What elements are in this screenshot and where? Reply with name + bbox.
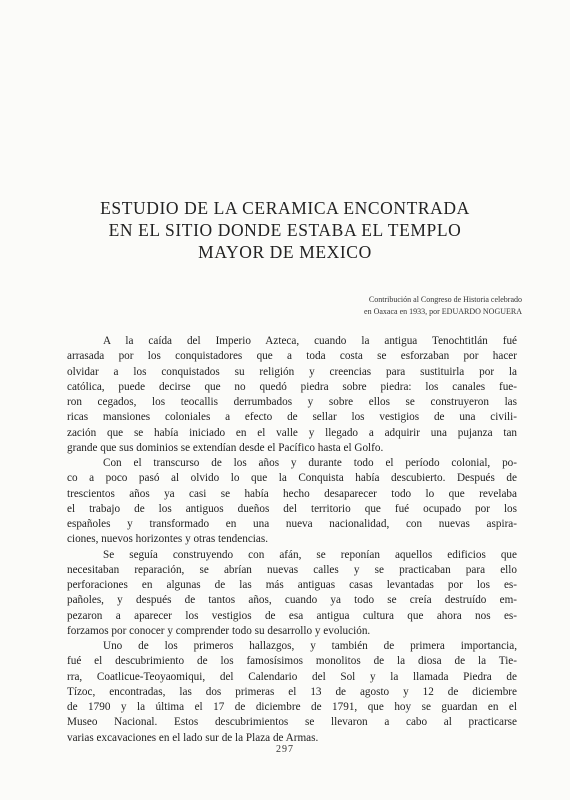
- body-line: arrasada por los conquistadores que a toda costa se esforzaban por hacer: [67, 350, 517, 363]
- body-line: A la caída del Imperio Azteca, cuando la antigua Tenochtitlán fué: [103, 335, 517, 347]
- body-line: trescientos años ya casi se había hecho desaparecer todo lo que revelaba: [67, 487, 517, 500]
- body-line: olvidar a los conquistados su religión y creencias para sustituirla por la: [67, 365, 517, 378]
- body-line: varias excavaciones en el lado sur de la Plaza de Armas.: [67, 731, 319, 744]
- title-line: MAYOR DE MEXICO: [198, 242, 372, 262]
- attribution-line: Contribución al Congreso de Historia celebrado: [368, 295, 522, 304]
- body-line: españoles y transformado en una nueva nacionalidad, con nuevas aspira-: [67, 518, 517, 530]
- body-line: Museo Nacional. Estos descubrimientos se llevaron a cabo al practicarse: [67, 716, 517, 729]
- author-attribution: [262, 294, 522, 318]
- body-line: Se seguía construyendo con afán, se reponían aquellos edificios que: [103, 548, 517, 561]
- title-line: EN EL SITIO DONDE ESTABA EL TEMPLO: [108, 220, 462, 240]
- body-line: pañoles, y después de tantos años, cuando ya todo se creía destruído em-: [67, 594, 517, 607]
- body-line: ciones, nuevos horizontes y otras tendencias.: [67, 533, 269, 546]
- attribution-line: en Oaxaca en 1933, por EDUARDO NOGUERA: [364, 307, 522, 316]
- body-line: Tízoc, encontradas, las dos primeras el 13 de agosto y 12 de diciembre: [67, 685, 517, 698]
- article-title: [60, 197, 510, 263]
- body-line: perforaciones en algunas de las más antiguas casas levantadas por los es-: [67, 579, 517, 591]
- body-line: Con el transcurso de los años y durante todo el período colonial, po-: [103, 457, 517, 469]
- body-line: forzamos por conocer y comprender todo su desarrollo y evolución.: [67, 624, 371, 637]
- body-line: rra, Coatlicue-Teoyaomiqui, del Calendario del Sol y la llamada Piedra de: [67, 670, 517, 683]
- body-line: co a poco pasó al olvido lo que la Conquista había descubierto. Después de: [67, 472, 517, 485]
- body-line: pezaron a aparecer los vestigios de esa antigua cultura que ahora nos es-: [67, 609, 517, 622]
- body-line: de 1790 y la última el 17 de diciembre de 1791, que hoy se guardan en el: [67, 701, 517, 713]
- page-number: 297: [276, 744, 294, 755]
- body-line: Uno de los primeros hallazgos, y también de primera importancia,: [103, 640, 517, 652]
- article-body: [67, 334, 517, 746]
- body-line: fué el descubrimiento de los famosísimos monolitos de la diosa de la Tie-: [67, 655, 517, 668]
- body-line: zación que se había iniciado en el valle y llegado a adquirir una pujanza tan: [67, 426, 517, 439]
- body-line: católica, puede decirse que no quedó piedra sobre piedra: los canales fue-: [67, 380, 517, 393]
- body-line: grande que sus dominios se extendían desde el Pacífico hasta el Golfo.: [67, 441, 384, 454]
- body-line: necesitaban reparación, se abrían nuevas calles y se practicaban para ello: [67, 563, 517, 576]
- body-line: ricas mansiones coloniales a efecto de sellar los vestigios de una civili-: [67, 411, 517, 424]
- title-line: ESTUDIO DE LA CERAMICA ENCONTRADA: [100, 198, 470, 218]
- body-line: el trabajo de los antiguos dueños del territorio que fué ocupado por los: [67, 502, 517, 515]
- body-line: ron cegados, los teocallis derrumbados y sobre ellos se construyeron las: [67, 396, 517, 408]
